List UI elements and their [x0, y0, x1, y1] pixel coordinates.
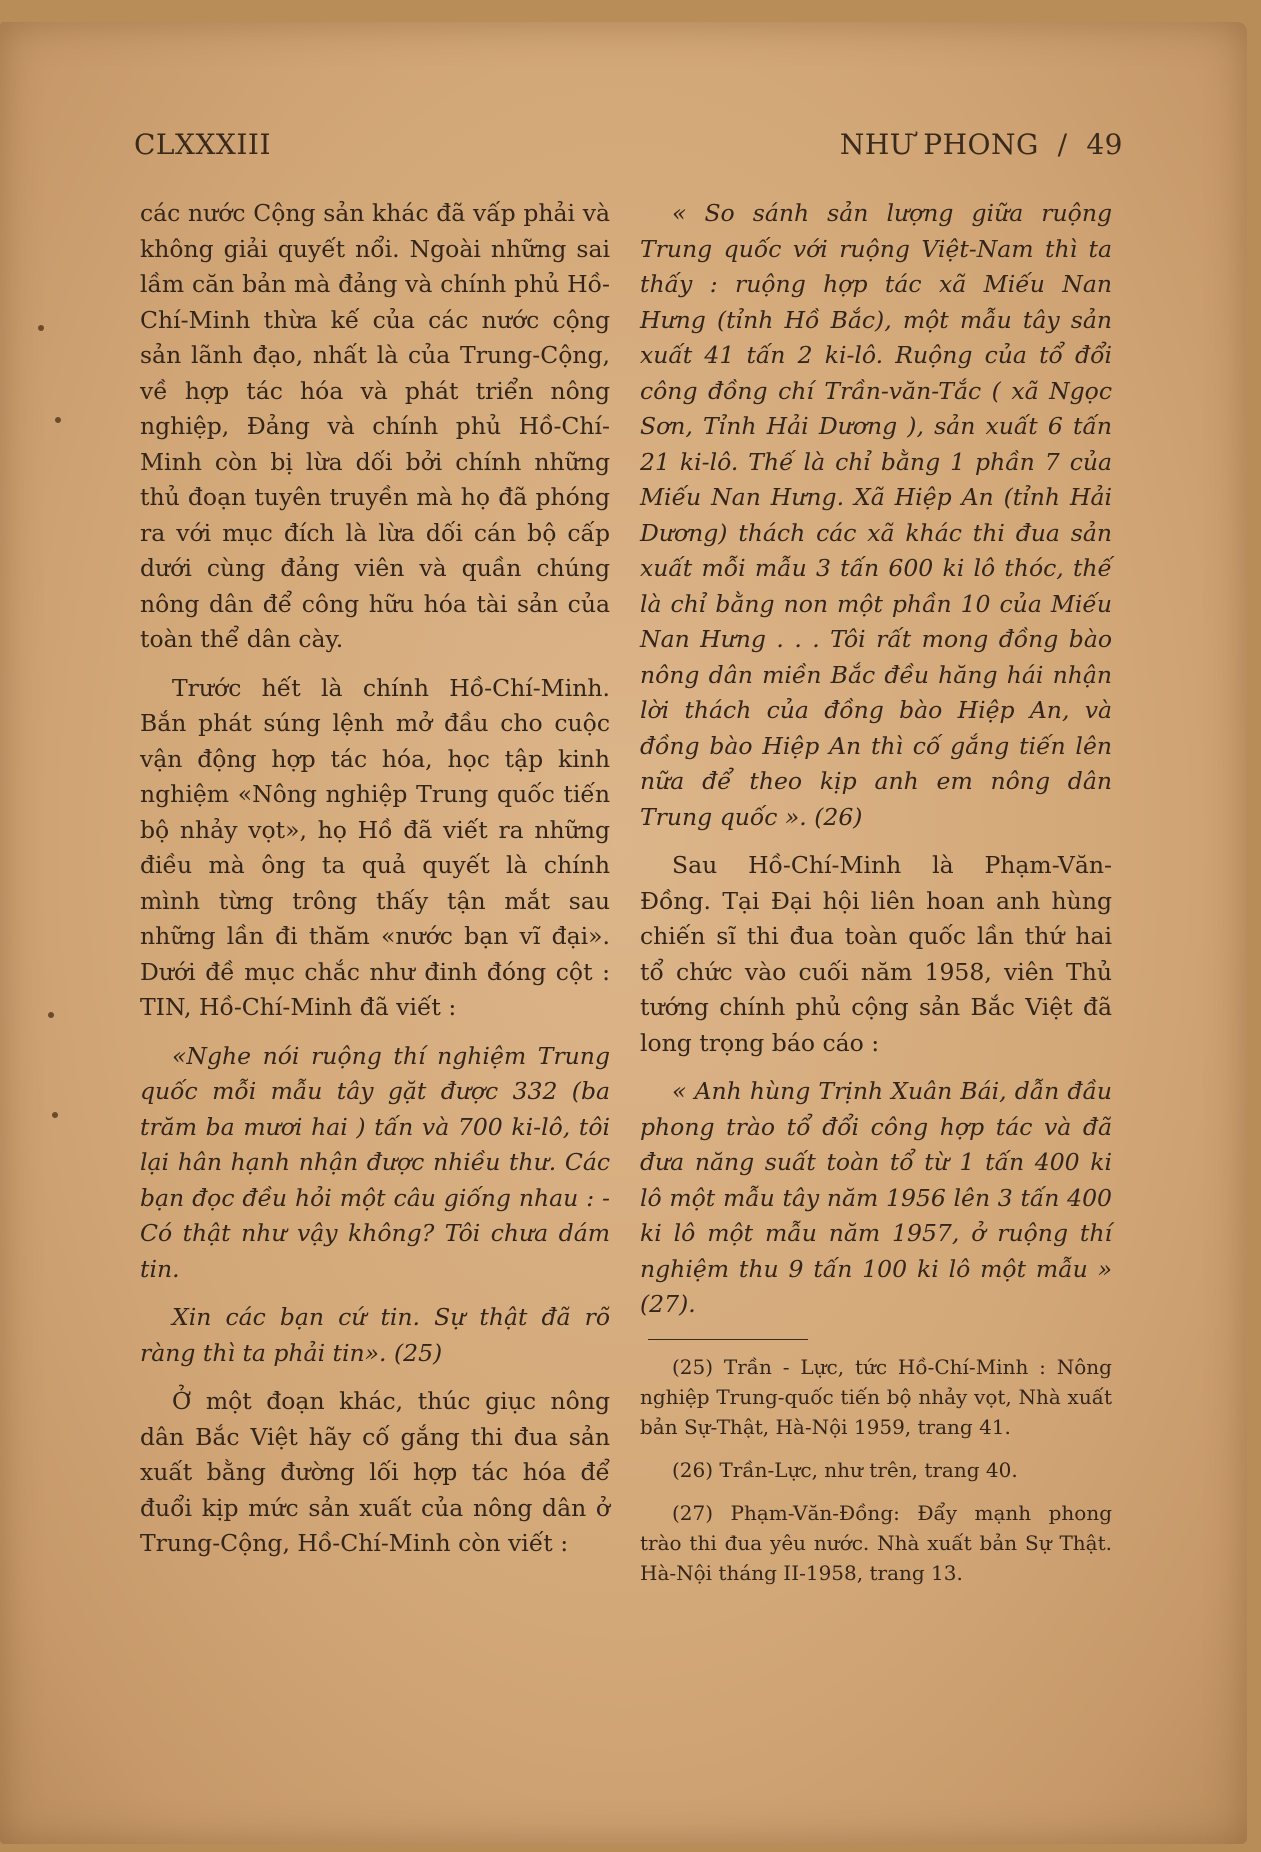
quotation: Xin các bạn cứ tin. Sự thật đã rõ ràng thì ta phải tin». (25): [140, 1303, 610, 1367]
footnote-divider: [648, 1339, 808, 1340]
paragraph: các nước Cộng sản khác đã vấp phải và không giải quyết nổi. Ngoài những sai lầm căn bản mà đảng và chính phủ Hồ-Chí-Minh thừa kế của các nước cộng sản lãnh đạo, nhất là của Trung-Cộng, về hợp tác hóa và phát triển nông nghiệp, Đảng và chính phủ Hồ-Chí-Minh còn bị lừa dối bởi chính những thủ đoạn tuyên truyền mà họ đã phóng ra với mục đích là lừa dối cán bộ cấp dưới cùng đảng viên và quần chúng nông dân để công hữu hóa tài sản của toàn thể dân cày.: [140, 199, 610, 653]
paragraph: Sau Hồ-Chí-Minh là Phạm-Văn-Đồng. Tại Đại hội liên hoan anh hùng chiến sĩ thi đua toàn quốc lần thứ hai tổ chức vào cuối năm 1958, viên Thủ tướng chính phủ cộng sản Bắc Việt đã long trọng báo cáo :: [640, 851, 1112, 1057]
page-speck: [38, 325, 44, 331]
quotation: « Anh hùng Trịnh Xuân Bái, dẫn đầu phong trào tổ đổi công hợp tác và đã đưa năng suất toàn tổ từ 1 tấn 400 ki lô một mẫu tây năm 1956 lên 3 tấn 400 ki lô một mẫu năm 1957, ở ruộng thí nghiệm thu 9 tấn 100 ki lô một mẫu » (27).: [640, 1077, 1112, 1318]
page-speck: [55, 417, 61, 423]
chapter-number: CLXXXIII: [134, 128, 271, 161]
footnote: (27) Phạm-Văn-Đồng: Đẩy mạnh phong trào thi đua yêu nước. Nhà xuất bản Sự Thật. Hà-Nội tháng II-1958, trang 13.: [640, 1500, 1112, 1585]
quotation: «Nghe nói ruộng thí nghiệm Trung quốc mỗi mẫu tây gặt được 332 (ba trăm ba mươi hai ) tấn và 700 ki-lô, tôi lại hân hạnh nhận được nhiều thư. Các bạn đọc đều hỏi một câu giống nhau : - Có thật như vậy không? Tôi chưa dám tin.: [140, 1041, 610, 1283]
paragraph: Ở một đoạn khác, thúc giục nông dân Bắc Việt hãy cố gắng thi đua sản xuất bằng đường lối hợp tác hóa để đuổi kịp mức sản xuất của nông dân ở Trung-Cộng, Hồ-Chí-Minh còn viết :: [140, 1387, 610, 1557]
author-page-number: NHƯ PHONG / 49: [839, 128, 1123, 161]
footnote: (26) Trần-Lực, như trên, trang 40.: [672, 1457, 1018, 1482]
left-column: [140, 196, 610, 1575]
quotation: « So sánh sản lượng giữa ruộng Trung quốc với ruộng Việt-Nam thì ta thấy : ruộng hợp tác xã Miếu Nan Hưng (tỉnh Hồ Bắc), một mẫu tây sản xuất 41 tấn 2 ki-lô. Ruộng của tổ đổi công đồng chí Trần-văn-Tắc ( xã Ngọc Sơn, Tỉnh Hải Dương ), sản xuất 6 tấn 21 ki-lô. Thế là chỉ bằng 1 phần 7 của Miếu Nan Hưng. Xã Hiệp An (tỉnh Hải Dương) thách các xã khác thi đua sản xuất mỗi mẫu 3 tấn 600 ki lô thóc, thế là chỉ bằng non một phần 10 của Miếu Nan Hưng . . . Tôi rất mong đồng bào nông dân miền Bắc đều hăng hái nhận lời thách của đồng bào Hiệp An, và đồng bào Hiệp An thì cố gắng tiến lên nữa để theo kịp anh em nông dân Trung quốc ». (26): [640, 199, 1112, 831]
paragraph: Trước hết là chính Hồ-Chí-Minh. Bắn phát súng lệnh mở đầu cho cuộc vận động hợp tác hóa, học tập kinh nghiệm «Nông nghiệp Trung quốc tiến bộ nhảy vọt», họ Hồ đã viết ra những điều mà ông ta quả quyết là chính mình từng trông thấy tận mắt sau những lần đi thăm «nước bạn vĩ đại». Dưới đề mục chắc như đinh đóng cột : TIN, Hồ-Chí-Minh đã viết :: [140, 673, 610, 1021]
footnote: (25) Trần - Lực, tức Hồ-Chí-Minh : Nông nghiệp Trung-quốc tiến bộ nhảy vọt, Nhà xuất bản Sự-Thật, Hà-Nội 1959, trang 41.: [640, 1354, 1112, 1439]
page-speck: [48, 1012, 54, 1018]
right-column: [640, 196, 1112, 1601]
page-speck: [52, 1112, 58, 1118]
